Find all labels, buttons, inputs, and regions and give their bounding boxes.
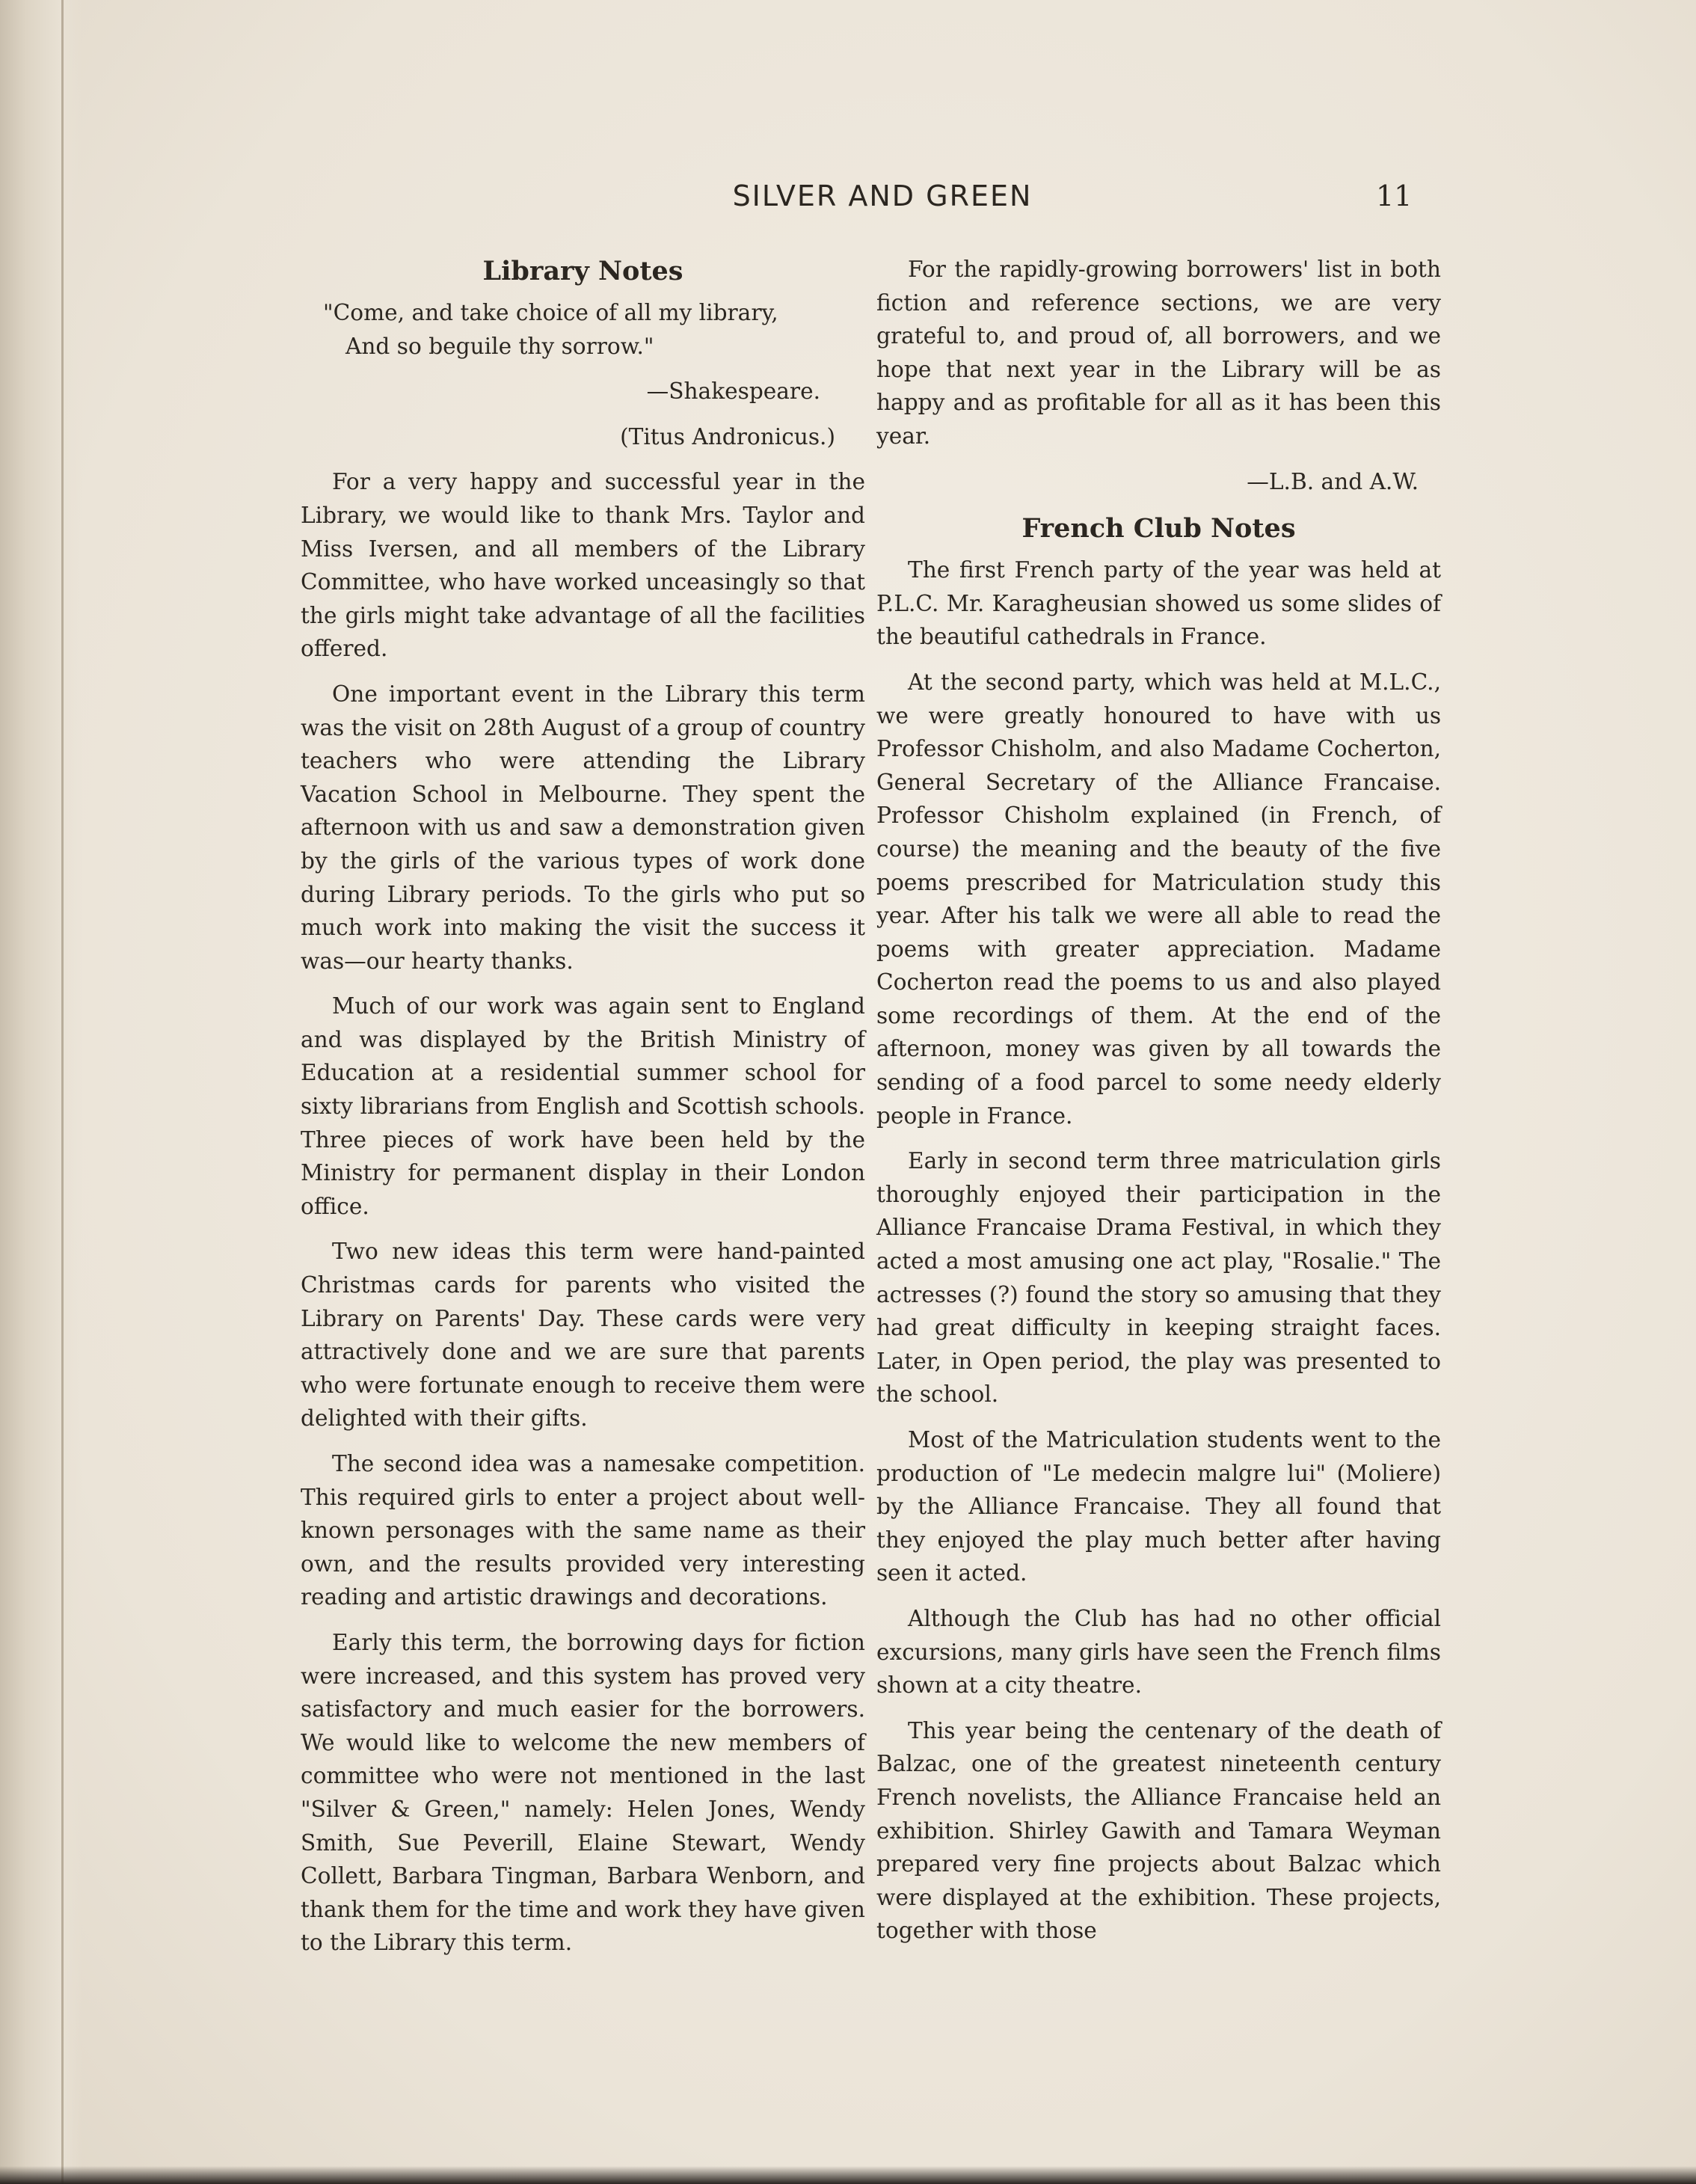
running-head: SILVER AND GREEN [732,180,1033,212]
page-number: 11 [1376,180,1413,212]
library-paragraph: For a very happy and successful year in the Library, we would like to thank Mrs. Taylor and Miss Iversen, and all members of the Library Committee, who have worked unceasingly so that the girls might take advantage of all the facilities offered. [301,469,865,662]
epigraph-line-1: "Come, and take choice of all my library, [323,300,778,325]
library-paragraph: Much of our work was again sent to England and was displayed by the British Ministry of Education at a residential summer school for sixty librarians from English and Scottish schools. Three pieces of work have been held by the Ministry for permanent display in their London office. [301,993,865,1219]
library-notes-signature: —L.B. and A.W. [1247,468,1419,494]
left-column [301,253,865,1972]
french-paragraph: At the second party, which was held at M.L.C., we were greatly honoured to have with us Professor Chisholm, and also Madame Cocherton, General Secretary of the Alliance Francaise. Professor Chisholm explained (in French, of course) the meaning and the beauty of the five poems prescribed for Matriculation study this year. After his talk we were all able to read the poems with greater appreciation. Madame Cocherton read the poems to us and also played some recordings of them. At the end of the afternoon, money was given by all towards the sending of a food parcel to some needy elderly people in France. [876,669,1441,1129]
french-paragraph: Most of the Matriculation students went to the production of "Le medecin malgre lui" (Moliere) by the Alliance Francaise. They all found that they enjoyed the play much better after having seen it acted. [876,1427,1441,1586]
book-spine-shadow [0,0,82,2184]
epigraph-work: (Titus Andronicus.) [620,423,835,450]
french-paragraph: Early in second term three matriculation girls thoroughly enjoyed their participation in the Alliance Francaise Drama Festival, in which they acted a most amusing one act play, "Rosalie." The actresses (?) found the story so amusing that they had great difficulty in keeping straight faces. Later, in Open period, the play was presented to the school. [876,1148,1441,1408]
right-column [876,253,1441,1960]
page-gutter-line [61,0,64,2184]
library-paragraph: For the rapidly-growing borrowers' list in both fiction and reference sections, we are very grateful to, and proud of, all borrowers, and we hope that next year in the Library will be as happy and as profitable for all as it has been this year. [876,257,1441,449]
epigraph-author: —Shakespeare. [646,378,820,405]
french-club-notes-title: French Club Notes [1021,513,1296,545]
french-paragraph: Although the Club has had no other official excursions, many girls have seen the French films shown at a city theatre. [876,1605,1441,1699]
library-paragraph: One important event in the Library this term was the visit on 28th August of a group of country teachers who were attending the Library Vacation School in Melbourne. They spent the afternoon with us and saw a demonstration given by the girls of the various types of work done during Library periods. To the girls who put so much work into making the visit the success it was—our hearty thanks. [301,681,865,974]
french-paragraph: This year being the centenary of the death of Balzac, one of the greatest nineteenth century French novelists, the Alliance Francaise held an exhibition. Shirley Gawith and Tamara Weyman prepared very fine projects about Balzac which were displayed at the exhibition. These projects, together with those [876,1717,1441,1944]
library-paragraph: Early this term, the borrowing days for fiction were increased, and this system has proved very satisfactory and much easier for the borrowers. We would like to welcome the new members of committee who were not mentioned in the last "Silver & Green," namely: Helen Jones, Wendy Smith, Sue Peverill, Elaine Stewart, Wendy Collett, Barbara Tingman, Barbara Wenborn, and thank them for the time and work they have given to the Library this term. [301,1629,865,1956]
french-paragraph: The first French party of the year was held at P.L.C. Mr. Karagheusian showed us some slides of the beautiful cathedrals in France. [876,557,1441,650]
library-notes-title: Library Notes [482,256,683,286]
bottom-edge-shadow [0,2166,1696,2184]
epigraph-line-2: And so beguile thy sorrow." [345,333,654,359]
library-paragraph: Two new ideas this term were hand-painted Christmas cards for parents who visited the Library on Parents' Day. These cards were very attractively done and we are sure that parents who were fortunate enough to receive them were delighted with their gifts. [301,1239,865,1432]
library-paragraph: The second idea was a namesake competition. This required girls to enter a project about well-known personages with the same name as their own, and the results provided very interesting reading and artistic drawings and decorations. [301,1451,865,1610]
